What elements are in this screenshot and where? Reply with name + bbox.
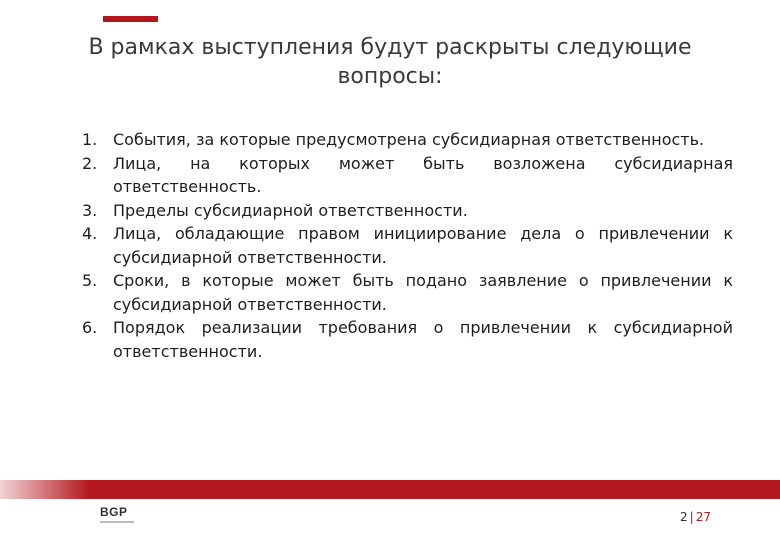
- list-item-number: 1.: [82, 130, 98, 149]
- list-item-number: 5.: [82, 271, 98, 290]
- list-item-text: Порядок реализации требования о привлечении к субсидиарной ответственности.: [113, 318, 733, 361]
- list-item: [82, 222, 733, 269]
- list-item-text: Лица, на которых может быть возложена субсидиарная ответственность.: [113, 153, 733, 196]
- company-logo: [100, 506, 140, 526]
- title-accent-bar: [103, 16, 158, 22]
- list-item-number: 6.: [82, 318, 98, 337]
- slide-title: [60, 33, 720, 91]
- list-item: [82, 316, 733, 363]
- page-number: [680, 510, 711, 524]
- logo-text: BGP: [100, 505, 128, 519]
- logo-underline: [100, 521, 134, 523]
- slide-title-line-1: В рамках выступления будут раскрыты следующие: [88, 35, 692, 60]
- list-item: [82, 152, 733, 199]
- page-total: 27: [695, 510, 711, 524]
- list-item-text: Лица, обладающие правом инициирование дела о привлечении к субсидиарной ответственности.: [113, 224, 733, 267]
- list-item-text: Пределы субсидиарной ответственности.: [113, 200, 468, 220]
- page-current: 2: [680, 510, 688, 524]
- footer-band-fade: [0, 480, 90, 499]
- list-item-number: 3.: [82, 200, 98, 220]
- list-item: [82, 269, 733, 316]
- footer-band: [0, 480, 780, 499]
- slide-title-line-2: вопросы:: [337, 64, 443, 89]
- page-separator: |: [689, 510, 694, 524]
- list-item-number: 2.: [82, 153, 98, 173]
- list-item-text: Сроки, в которые может быть подано заявление о привлечении к субсидиарной ответственности.: [113, 271, 733, 314]
- list-item: [82, 128, 733, 152]
- topics-list: [82, 128, 733, 363]
- list-item: [82, 199, 733, 223]
- list-item-text: События, за которые предусмотрена субсидиарная ответственность.: [113, 130, 705, 149]
- list-item-number: 4.: [82, 224, 98, 243]
